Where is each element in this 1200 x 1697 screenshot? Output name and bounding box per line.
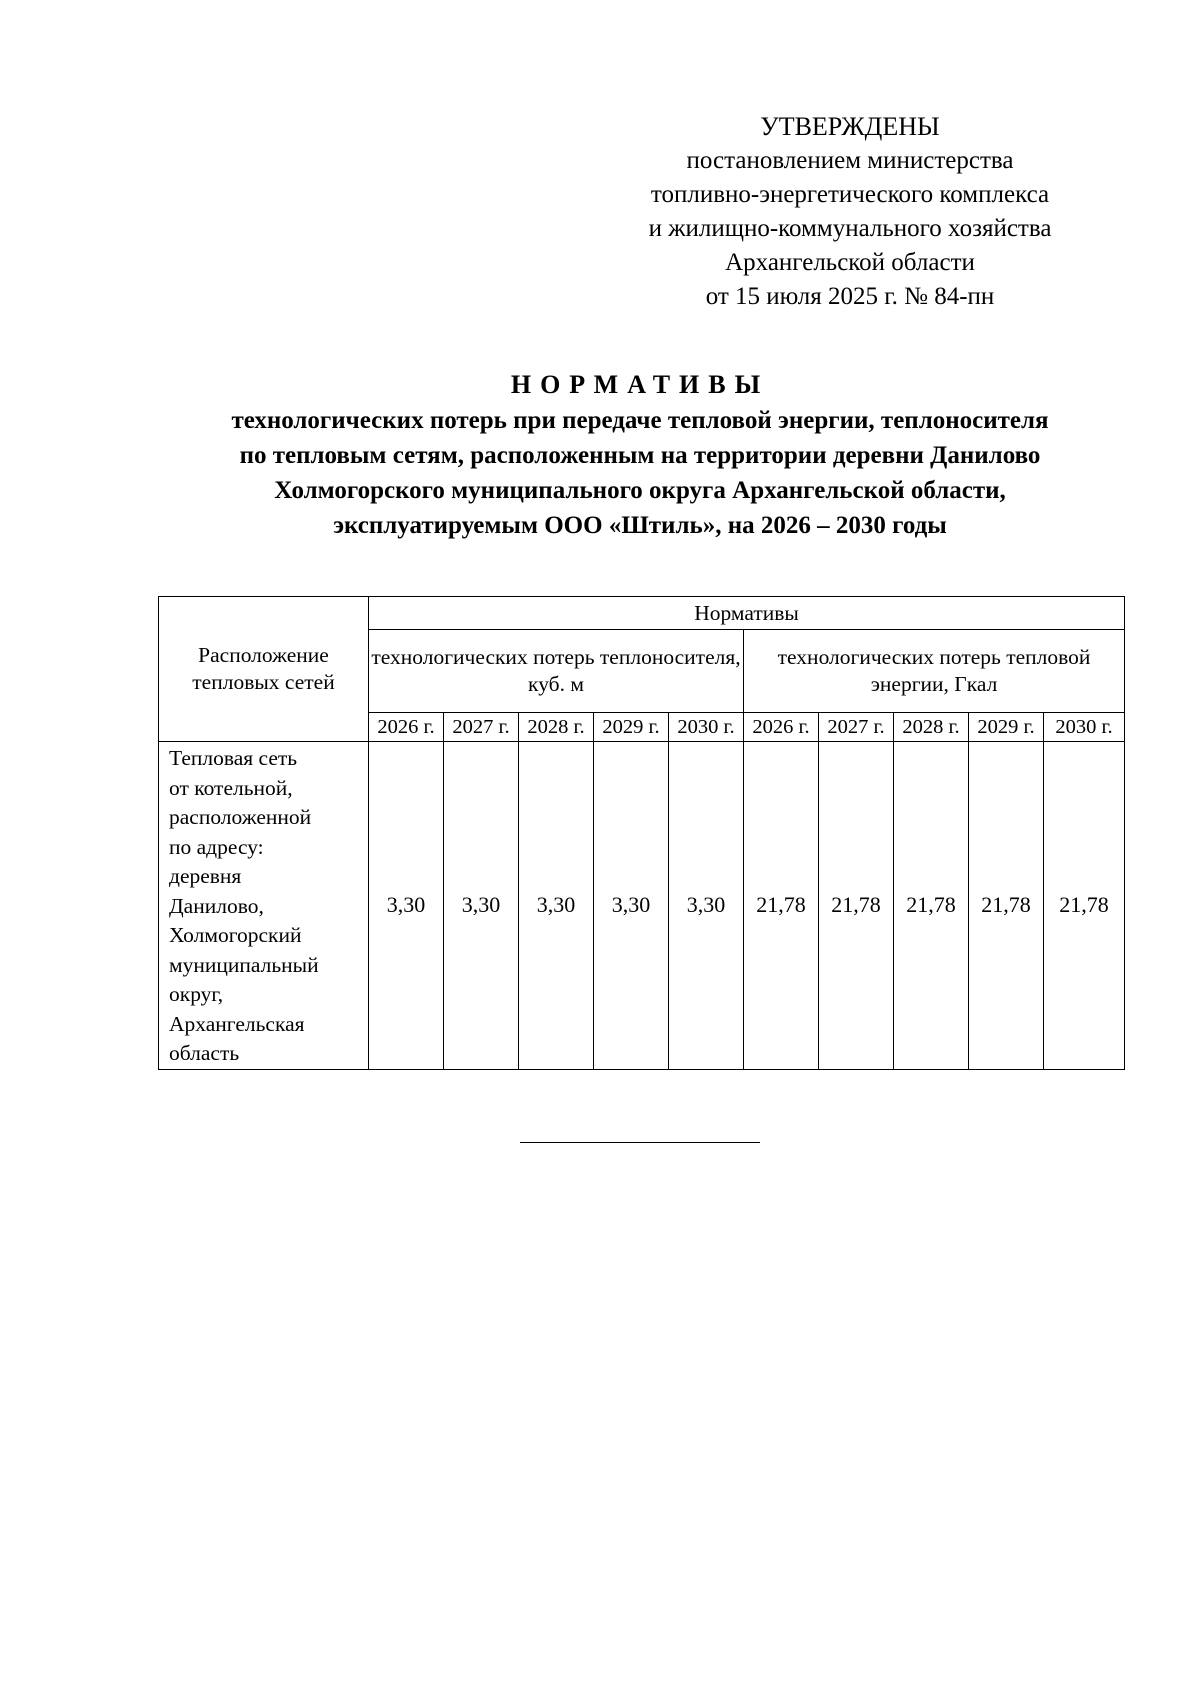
table-row xyxy=(159,742,1125,1070)
title-line: по тепловым сетям, расположенным на территории деревни Данилово xyxy=(239,442,1041,469)
coolant-value: 3,30 xyxy=(519,742,594,1070)
title-line: Холмогорского муниципального округа Архангельской области, xyxy=(274,477,1006,504)
energy-value: 21,78 xyxy=(894,742,969,1070)
energy-value: 21,78 xyxy=(1044,742,1125,1070)
year-header: 2026 г. xyxy=(369,713,444,742)
coolant-value: 3,30 xyxy=(369,742,444,1070)
document-title xyxy=(130,367,1150,543)
approval-line: топливно-энергетического комплекса xyxy=(650,181,1050,208)
title-main: НОРМАТИВЫ xyxy=(510,370,770,399)
coolant-group-header: технологических потерь теплоносителя, куб. м xyxy=(369,630,744,713)
location-cell: Тепловая сеть от котельной, расположенной по адресу: деревня Данилово, Холмогорский муниципальный округ, Архангельская область xyxy=(159,742,369,1070)
coolant-value: 3,30 xyxy=(594,742,669,1070)
norms-table xyxy=(158,596,1125,1070)
approval-block xyxy=(600,110,1100,314)
title-line: технологических потерь при передаче тепловой энергии, теплоносителя xyxy=(231,407,1049,434)
year-header: 2028 г. xyxy=(894,713,969,742)
year-header: 2027 г. xyxy=(444,713,519,742)
approval-line: и жилищно-коммунального хозяйства xyxy=(648,215,1052,242)
approval-line: Архангельской области xyxy=(725,249,975,276)
energy-group-header: технологических потерь тепловой энергии, Гкал xyxy=(744,630,1125,713)
approval-date-number: от 15 июля 2025 г. № 84-пн xyxy=(705,283,995,310)
year-header: 2029 г. xyxy=(969,713,1044,742)
location-header: Расположение тепловых сетей xyxy=(159,597,369,742)
energy-value: 21,78 xyxy=(744,742,819,1070)
year-header: 2030 г. xyxy=(1044,713,1125,742)
year-header: 2026 г. xyxy=(744,713,819,742)
energy-value: 21,78 xyxy=(969,742,1044,1070)
year-header: 2030 г. xyxy=(669,713,744,742)
closing-rule xyxy=(520,1142,760,1143)
coolant-value: 3,30 xyxy=(669,742,744,1070)
approval-heading: УТВЕРЖДЕНЫ xyxy=(760,112,940,141)
approval-line: постановлением министерства xyxy=(686,147,1014,174)
energy-value: 21,78 xyxy=(819,742,894,1070)
year-header: 2027 г. xyxy=(819,713,894,742)
year-header: 2028 г. xyxy=(519,713,594,742)
norms-header: Нормативы xyxy=(369,597,1125,630)
coolant-value: 3,30 xyxy=(444,742,519,1070)
title-line: эксплуатируемым ООО «Штиль», на 2026 – 2030 годы xyxy=(333,512,947,539)
year-header: 2029 г. xyxy=(594,713,669,742)
